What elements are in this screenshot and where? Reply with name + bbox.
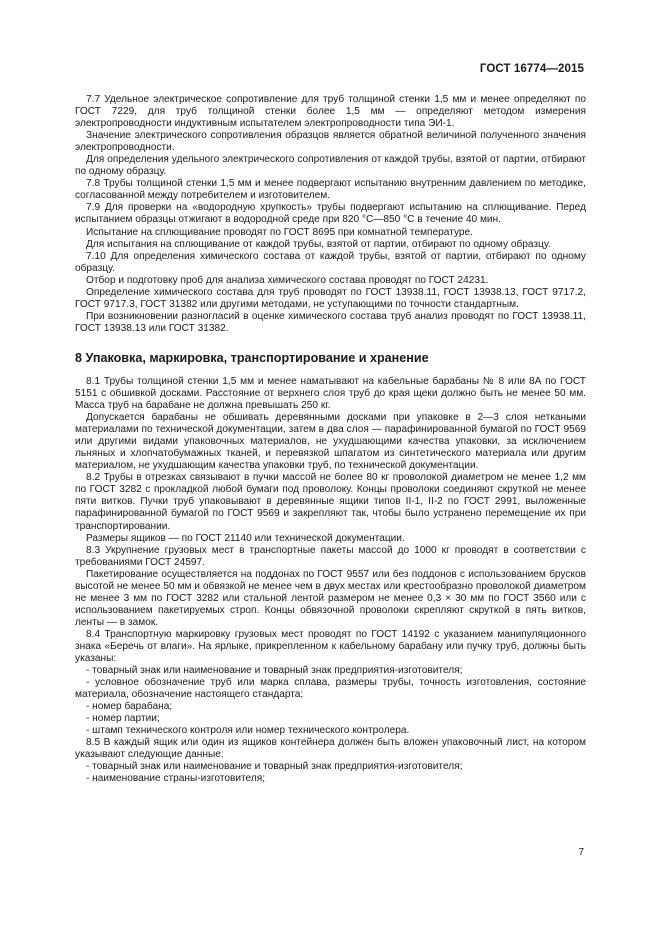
list-item: - номер партии;	[86, 713, 160, 725]
paragraph: Значение электрического сопротивления образцов является обратной величиной полученного значения электропроводности.	[75, 130, 586, 154]
list-item: - товарный знак или наименование и товарный знак предприятия-изготовителя;	[86, 761, 463, 773]
paragraph-8-3: 8.3 Укрупнение грузовых мест в транспортные пакеты массой до 1000 кг проводят в соответствии с требованиями ГОСТ 24597.	[75, 544, 586, 568]
paragraph-7-10: 7.10 Для определения химического состава от каждой трубы, взятой от партии, отбирают по одному образцу.	[75, 250, 586, 274]
paragraph-8-2: 8.2 Трубы в отрезках связывают в пучки массой не более 80 кг проволокой диаметром не менее 1,2 мм по ГОСТ 3282 с прокладкой любой бумаги под проволоку. Концы проволоки соединяют скруткой не менее пяти витков. Пучки труб упаковывают в деревянные ящики типов II-1, II-2 по ГОСТ 2991, выложенные парафинированной бумагой по ГОСТ 9569 и закрепляют так, чтобы было устранено перемещение их при транспортировании.	[75, 472, 586, 532]
list-item: - штамп технического контроля или номер технического контролера.	[86, 725, 410, 737]
paragraph-7-9: 7.9 Для проверки на «водородную хрупкость» трубы подвергают испытанию на сплющивание. Перед испытанием образцы отжигают в водородной среде при 820 °С—850 °С в течение 40 мин.	[75, 202, 586, 226]
paragraph: Размеры ящиков — по ГОСТ 21140 или технической документации.	[86, 532, 405, 544]
paragraph: Для определения удельного электрического сопротивления от каждой трубы, взятой от партии, отбирают по одному образцу.	[75, 154, 586, 178]
paragraph: Допускается барабаны не обшивать деревянными досками при упаковке в 2—3 слоя неткаными материалами по технической документации, затем в два слоя — парафинированной бумагой по ГОСТ 9569 или другими видами упаковочных материалов, не ухудшающими качества упаковки, за исключением льняных и хлопчатобумажных тканей, и перевязкой шпагатом из синтетического материала или другим материалом, не ухудшающим качества упаковки труб, по технической документации.	[75, 412, 586, 472]
list-item: - условное обозначение труб или марка сплава, размеры трубы, точность изготовления, состояние материала, обозначение настоящего стандарта;	[75, 677, 586, 701]
list-item: - номер барабана;	[86, 701, 173, 713]
section-title: 8 Упаковка, маркировка, транспортирование и хранение	[75, 350, 429, 365]
page-number: 7	[578, 847, 584, 858]
paragraph-8-5: 8.5 В каждый ящик или один из ящиков контейнера должен быть вложен упаковочный лист, на котором указывают следующие данные:	[75, 737, 586, 761]
paragraph-7-8: 7.8 Трубы толщиной стенки 1,5 мм и менее подвергают испытанию внутренним давлением по методике, согласованной между потребителем и изготовителем.	[75, 178, 586, 202]
document-body	[75, 94, 586, 786]
paragraph: Для испытания на сплющивание от каждой трубы, взятой от партии, отбирают по одному образцу.	[86, 238, 551, 250]
list-item: - наименование страны-изготовителя;	[86, 773, 266, 785]
paragraph-8-4: 8.4 Транспортную маркировку грузовых мест проводят по ГОСТ 14192 с указанием манипуляционного знака «Беречь от влаги». На ярлыке, прикрепленном к кабельному барабану или пучку труб, должны быть указаны:	[75, 628, 586, 665]
paragraph-8-1: 8.1 Трубы толщиной стенки 1,5 мм и менее наматывают на кабельные барабаны № 8 или 8А по ГОСТ 5151 с обшивкой досками. Расстояние от верхнего слоя труб до края щеки должно быть не менее 50 мм. Масса труб на барабане не должна превышать 250 кг.	[75, 375, 586, 412]
paragraph: Испытание на сплющивание проводят по ГОСТ 8695 при комнатной температуре.	[86, 226, 473, 238]
standard-header: ГОСТ 16774—2015	[479, 63, 584, 75]
paragraph: Отбор и подготовку проб для анализа химического состава проводят по ГОСТ 24231.	[86, 274, 489, 286]
list-item: - товарный знак или наименование и товарный знак предприятия-изготовителя;	[86, 665, 463, 677]
paragraph: Определение химического состава для труб проводят по ГОСТ 13938.11, ГОСТ 13938.13, ГОСТ 9717.2, ГОСТ 9717.3, ГОСТ 31382 или другими методами, не уступающими по точности стандартным.	[75, 286, 586, 310]
paragraph: При возникновении разногласий в оценке химического состава труб анализ проводят по ГОСТ 13938.11, ГОСТ 13938.13 или ГОСТ 31382.	[75, 310, 586, 334]
paragraph: Пакетирование осуществляется на поддонах по ГОСТ 9557 или без поддонов с использованием брусков высотой не менее 50 мм и обвязкой не менее чем в двух местах или крестообразно проволокой диаметром не менее 3 мм по ГОСТ 3282 или стальной лентой размером не менее 0,3 × 30 мм по ГОСТ 3560 или с использованием пакетируемых строп. Концы обвязочной проволоки скрепляют скруткой в пять витков, ленты — в замок.	[75, 568, 586, 628]
paragraph-7-7: 7.7 Удельное электрическое сопротивление для труб толщиной стенки 1,5 мм и менее определяют по ГОСТ 7229, для труб толщиной стенки более 1,5 мм — определяют методом измерения электропроводности индуктивным испытателем электропроводности типа ЭИ-1.	[75, 94, 586, 130]
